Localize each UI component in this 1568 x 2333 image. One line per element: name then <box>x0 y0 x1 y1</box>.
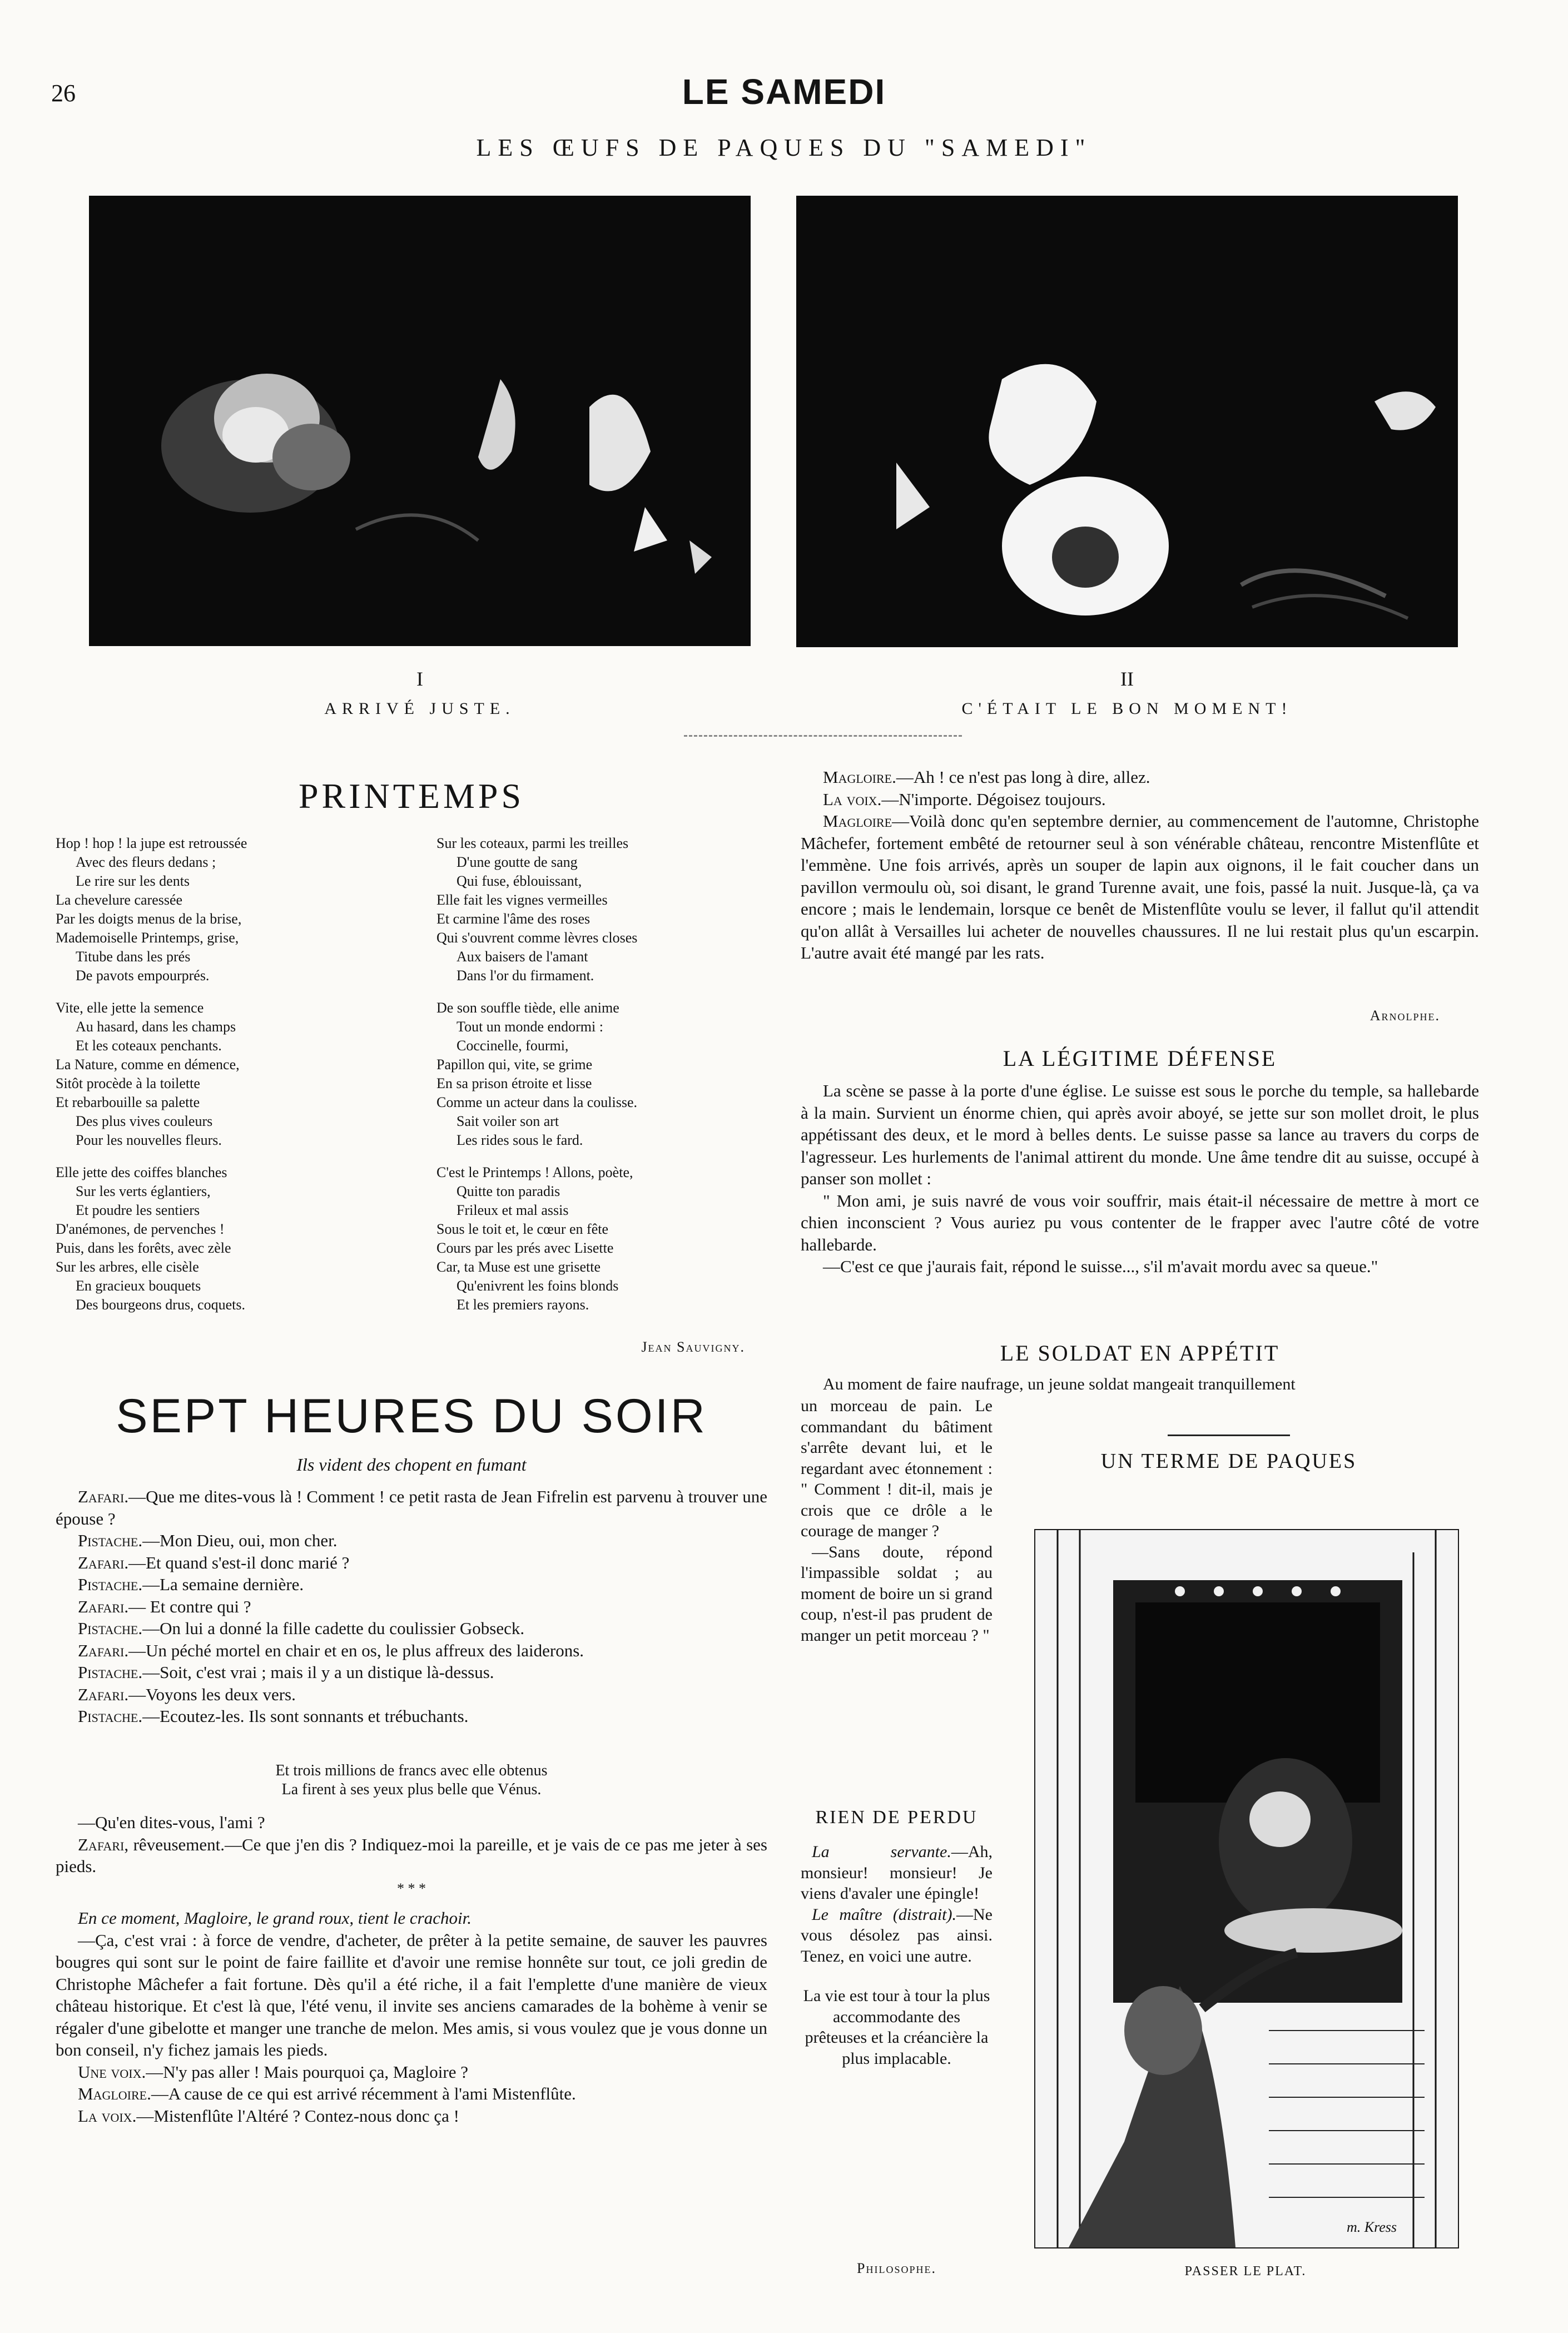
distique-line-2: La firent à ses yeux plus belle que Vénus. <box>281 1781 542 1798</box>
poem-line: Papillon qui, vite, se grime <box>436 1056 593 1073</box>
printemps-left-column <box>56 834 400 1328</box>
poem-line: Qui fuse, éblouissant, <box>456 873 582 889</box>
printemps-stanza-3 <box>56 1163 400 1314</box>
sept-heures-title: SEPT HEURES DU SOIR <box>116 1389 707 1443</box>
arnolphe-signature: Arnolphe. <box>1369 1007 1440 1024</box>
photo-1-caption: ARRIVÉ JUSTE. <box>324 699 515 718</box>
dialogue-line: Zafari.—Un péché mortel en chair et en os, le plus affreux des laiderons. <box>78 1640 584 1660</box>
dialogue-line: Zafari.— Et contre qui ? <box>78 1596 251 1616</box>
photo-chick-hatching <box>89 196 751 646</box>
poem-line: Des plus vives couleurs <box>76 1113 213 1129</box>
poem-line: En sa prison étroite et lisse <box>436 1075 592 1091</box>
poem-line: Tout un monde endormi : <box>456 1019 603 1035</box>
poem-line: Et rebarbouille sa palette <box>56 1094 200 1110</box>
printemps-title: PRINTEMPS <box>298 776 525 816</box>
rien-de-perdu-body <box>801 1841 993 2069</box>
soldat-title: LE SOLDAT EN APPÉTIT <box>1000 1341 1280 1366</box>
distique-line-1: Et trois millions de francs avec elle obtenus <box>275 1762 548 1779</box>
poem-line: Le rire sur les dents <box>76 873 190 889</box>
sept-heures-subtitle: Ils vident des chopent en fumant <box>296 1455 527 1475</box>
legitime-title: LA LÉGITIME DÉFENSE <box>1003 1046 1277 1071</box>
dialogue-line: Zafari.—Voyons les deux vers. <box>78 1684 296 1704</box>
poem-line: Et les coteaux penchants. <box>76 1038 222 1054</box>
asterism: * * * <box>397 1880 426 1897</box>
sept-heures-narration <box>56 1907 767 2127</box>
poem-line: Comme un acteur dans la coulisse. <box>436 1094 638 1110</box>
terme-caption: PASSER LE PLAT. <box>1184 2264 1307 2279</box>
poem-line: Qui s'ouvrent comme lèvres closes <box>436 930 638 946</box>
poem-line: Sur les arbres, elle cisèle <box>56 1259 199 1275</box>
dialogue-line: Pistache.—On lui a donné la fille cadette du coulissier Gobseck. <box>78 1619 525 1638</box>
photo-eggs-broken <box>796 196 1458 647</box>
magloire-story <box>801 766 1479 964</box>
poem-line: Titube dans les prés <box>76 949 191 965</box>
poem-line: Car, ta Muse est une grisette <box>436 1259 601 1275</box>
poem-line: D'anémones, de pervenches ! <box>56 1221 225 1237</box>
waiter-serving-plate-drawing <box>1035 1530 1458 2247</box>
dialogue-line: Zafari.—Et quand s'est-il donc marié ? <box>78 1552 350 1572</box>
poem-line: De pavots empourprés. <box>76 967 210 984</box>
sept-heures-dialogue-a <box>56 1486 767 1728</box>
poem-line: Frileux et mal assis <box>456 1202 569 1218</box>
poem-line: La Nature, comme en démence, <box>56 1056 240 1073</box>
masthead: LE SAMEDI <box>682 72 886 112</box>
poem-line: Au hasard, dans les champs <box>76 1019 236 1035</box>
poem-line: Pour les nouvelles fleurs. <box>76 1132 222 1148</box>
dialogue-line: Zafari.—Que me dites-vous là ! Comment ! ce petit rasta de Jean Fifrelin est parvenu à trouver une épouse ? <box>56 1487 767 1528</box>
photo-separator <box>684 735 962 737</box>
poem-line: Et carmine l'âme des roses <box>436 911 591 927</box>
soldat-body <box>801 1396 993 1646</box>
story-paragraph: La vie est tour à tour la plus accommodante des prêteuses et la créancière la plus implacable. <box>803 1987 990 2068</box>
dialogue-line: Zafari, rêveusement.—Ce que j'en dis ? Indiquez-moi la pareille, et je vais de ce pas me jeter à ses pieds. <box>56 1834 767 1876</box>
poem-line: Mademoiselle Printemps, grise, <box>56 930 239 946</box>
photo-spread-title: LES ŒUFS DE PAQUES DU "SAMEDI" <box>476 134 1092 161</box>
terme-de-paques-illustration <box>1034 1529 1459 2248</box>
sept-heures-dialogue-b <box>56 1811 767 1878</box>
poem-line: Hop ! hop ! la jupe est retroussée <box>56 835 247 851</box>
poem-line: Sur les coteaux, parmi les treilles <box>436 835 629 851</box>
printemps-stanza-1 <box>56 834 400 985</box>
printemps-stanza-4 <box>436 834 770 985</box>
dialogue-line: Pistache.—La semaine dernière. <box>78 1575 304 1594</box>
dialogue-line: Pistache.—Ecoutez-les. Ils sont sonnants et trébuchants. <box>78 1706 469 1726</box>
story-paragraph: La scène se passe à la porte d'une église. Le suisse est sous le porche du temple, sa hallebarde à la main. Survient un énorme chien, qui après avoir aboyé, se jette sur son mollet droit, le plus appétissant des deux, et le mord à belles dents. Le suisse passe sa lance au travers du corps de l'agresseur. Les hurlements de l'animal attirent du monde. Une âme tendre dit au suisse, occupé à panser son mollet : <box>801 1081 1479 1188</box>
dialogue-line: La voix.—N'importe. Dégoisez toujours. <box>823 789 1106 809</box>
poem-line: Sur les verts églantiers, <box>76 1183 211 1199</box>
photo-2-caption: C'ÉTAIT LE BON MOMENT! <box>961 699 1293 718</box>
story-paragraph: —C'est ce que j'aurais fait, répond le suisse..., s'il m'avait mordu avec sa queue." <box>823 1257 1378 1276</box>
dialogue-line: Magloire.—A cause de ce qui est arrivé récemment à l'ami Mistenflûte. <box>78 2084 576 2103</box>
poem-line: Qu'enivrent les foins blonds <box>456 1278 619 1294</box>
poem-line: Quitte ton paradis <box>456 1183 560 1199</box>
dialogue-line: Une voix.—N'y pas aller ! Mais pourquoi ça, Magloire ? <box>78 2062 468 2082</box>
magloire-speech: —Ça, c'est vrai : à force de vendre, d'acheter, de prêter à la petite semaine, de sauver les pauvres bougres qui sont sur le point de faire faillite et d'avoir une remise honnête sur tout, ce joli gredin de Christophe Mâchefer a fait fortune. Dès qu'il a été riche, il a fait l'emplette d'une manière de vieux château historique. Et c'est là que, l'été venu, il invite ses anciens camarades de la bohème à venir se régaler d'une gibelotte et manger une tranche de melon. Mes amis, si vous voulez que je vous donne un bon conseil, n'y fichez jamais les pieds. <box>56 1930 767 2059</box>
printemps-signature: Jean Sauvigny. <box>641 1339 745 1355</box>
eggs-photo-illustration <box>796 196 1458 647</box>
poem-line: Des bourgeons drus, coquets. <box>76 1297 245 1313</box>
poem-line: De son souffle tiède, elle anime <box>436 1000 619 1016</box>
story-paragraph: Magloire—Voilà donc qu'en septembre dernier, au commencement de l'automne, Christophe Mâchefer, fortement embêté de retourner seul à son vénérable château, rencontre Mistenflûte et l'emmène. Une fois arrivés, après un souper de lapin aux oignons, il le fait coucher dans un pavillon vermoulu où, soi disant, le grand Turenne avait, une fois, passé la nuit. Jusque-là, ça va encore ; mais le lendemain, lorsque ce benêt de Mistenflûte voulu se lever, il fallut qu'il attendit qu'on allât à Versailles lui acheter de nouvelles chaussures. Il ne lui restait plus qu'un escarpin. L'autre avait été mangé par les rats. <box>801 811 1479 962</box>
poem-line: Dans l'or du firmament. <box>456 967 594 984</box>
printemps-right-column <box>436 834 770 1328</box>
story-paragraph: La servante.—Ah, monsieur! monsieur! Je viens d'avaler une épingle! <box>801 1843 993 1903</box>
poem-line: Elle jette des coiffes blanches <box>56 1164 227 1180</box>
poem-line: La chevelure caressée <box>56 892 183 908</box>
artist-signature: m. Kress <box>1347 2219 1397 2235</box>
poem-line: En gracieux bouquets <box>76 1278 201 1294</box>
chick-photo-illustration <box>89 196 751 646</box>
poem-line: Coccinelle, fourmi, <box>456 1038 569 1054</box>
poem-line: Sait voiler son art <box>456 1113 559 1129</box>
philosophe-signature: Philosophe. <box>857 2260 936 2276</box>
rien-de-perdu-title: RIEN DE PERDU <box>815 1807 978 1828</box>
soldat-lead <box>801 1373 1479 1396</box>
legitime-defense-body <box>801 1080 1479 1278</box>
poem-line: Vite, elle jette la semence <box>56 1000 204 1016</box>
distique <box>56 1761 767 1799</box>
photo-1-numeral: I <box>416 668 423 690</box>
poem-line: Puis, dans les forêts, avec zèle <box>56 1240 231 1256</box>
printemps-stanza-2 <box>56 999 400 1150</box>
dialogue-line: Magloire.—Ah ! ce n'est pas long à dire, allez. <box>823 767 1150 787</box>
poem-line: C'est le Printemps ! Allons, poète, <box>436 1164 633 1180</box>
poem-line: Sous le toit et, le cœur en fête <box>436 1221 609 1237</box>
story-paragraph: Au moment de faire naufrage, un jeune soldat mangeait tranquillement <box>823 1375 1296 1393</box>
poem-line: Et poudre les sentiers <box>76 1202 200 1218</box>
dialogue-line: Pistache.—Mon Dieu, oui, mon cher. <box>78 1531 338 1550</box>
dialogue-line: —Qu'en dites-vous, l'ami ? <box>78 1813 265 1832</box>
printemps-stanza-6 <box>436 1163 770 1314</box>
poem-line: Par les doigts menus de la brise, <box>56 911 242 927</box>
page-number: 26 <box>51 80 76 107</box>
story-paragraph: " Mon ami, je suis navré de vous voir souffrir, mais était-il nécessaire de mettre à mort ce chien inconscient ? Vous auriez pu vous contenter de le frapper avec l'autre côté de votre hallebarde. <box>801 1190 1479 1254</box>
terme-title-rule <box>1168 1434 1290 1436</box>
poem-line: Aux baisers de l'amant <box>456 949 588 965</box>
terme-de-paques-title: UN TERME DE PAQUES <box>1100 1450 1357 1473</box>
poem-line: Et les premiers rayons. <box>456 1297 589 1313</box>
dialogue-line: Pistache.—Soit, c'est vrai ; mais il y a un distique là-dessus. <box>78 1662 494 1682</box>
photo-2-numeral: II <box>1120 668 1134 690</box>
stage-direction: En ce moment, Magloire, le grand roux, tient le crachoir. <box>78 1908 472 1928</box>
poem-line: Sitôt procède à la toilette <box>56 1075 200 1091</box>
poem-line: D'une goutte de sang <box>456 854 578 870</box>
story-paragraph: un morceau de pain. Le commandant du bâtiment s'arrête devant lui, et le regardant avec étonnement : " Comment ! dit-il, mais je crois que ce drôle a le courage de manger ? <box>801 1397 993 1540</box>
story-paragraph: Le maître (distrait).—Ne vous désolez pas ainsi. Tenez, en voici une autre. <box>801 1905 993 1965</box>
dialogue-line: La voix.—Mistenflûte l'Altéré ? Contez-nous donc ça ! <box>78 2106 459 2126</box>
poem-line: Avec des fleurs dedans ; <box>76 854 216 870</box>
poem-line: Cours par les prés avec Lisette <box>436 1240 614 1256</box>
poem-line: Les rides sous le fard. <box>456 1132 583 1148</box>
printemps-stanza-5 <box>436 999 770 1150</box>
story-paragraph: —Sans doute, répond l'impassible soldat ; au moment de boire un si grand coup, n'est-il pas prudent de manger un petit morceau ? " <box>801 1542 993 1645</box>
poem-line: Elle fait les vignes vermeilles <box>436 892 608 908</box>
